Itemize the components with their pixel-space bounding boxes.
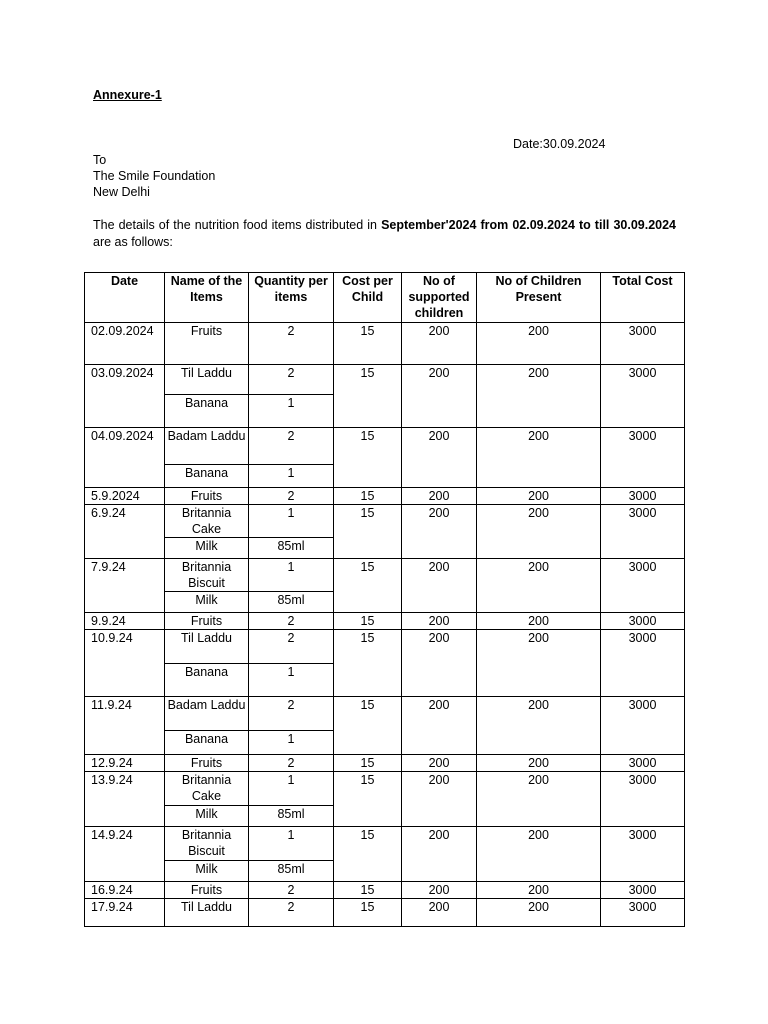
- intro-text-start: The details of the nutrition food items distributed in: [93, 218, 382, 232]
- cell-supported-children: 200: [402, 899, 477, 927]
- cell-total-cost: 3000: [601, 365, 685, 428]
- cell-total-cost: 3000: [601, 488, 685, 505]
- cell-quantity: 2: [249, 755, 334, 772]
- cell-date: 9.9.24: [85, 613, 165, 630]
- cell-cost-per-child: 15: [334, 697, 402, 755]
- cell-cost-per-child: 15: [334, 323, 402, 365]
- cell-item-name: Fruits: [165, 755, 249, 772]
- cell-cost-per-child: 15: [334, 899, 402, 927]
- cell-children-present: 200: [477, 827, 601, 882]
- table-row: [85, 630, 685, 664]
- cell-quantity: 2: [249, 428, 334, 465]
- header-total-cost: Total Cost: [601, 273, 685, 323]
- cell-date: 11.9.24: [85, 697, 165, 755]
- header-item-name: Name of the Items: [165, 273, 249, 323]
- cell-item-name: Britannia Cake: [165, 505, 249, 538]
- cell-date: 7.9.24: [85, 559, 165, 613]
- cell-supported-children: 200: [402, 505, 477, 559]
- table-body: [85, 323, 685, 927]
- document-date: Date:30.09.2024: [513, 137, 606, 151]
- table-row: [85, 323, 685, 365]
- cell-total-cost: 3000: [601, 559, 685, 613]
- cell-total-cost: 3000: [601, 755, 685, 772]
- cell-quantity: 2: [249, 630, 334, 664]
- cell-quantity: 1: [249, 505, 334, 538]
- cell-children-present: 200: [477, 755, 601, 772]
- cell-quantity: 2: [249, 488, 334, 505]
- cell-supported-children: 200: [402, 428, 477, 488]
- cell-total-cost: 3000: [601, 613, 685, 630]
- cell-item-name: Til Laddu: [165, 899, 249, 927]
- address-to: To: [93, 153, 107, 167]
- header-children-present: No of Children Present: [477, 273, 601, 323]
- table-row: [85, 882, 685, 899]
- cell-date: 6.9.24: [85, 505, 165, 559]
- cell-item-name: Britannia Biscuit: [165, 827, 249, 861]
- table-row: [85, 428, 685, 465]
- cell-children-present: 200: [477, 488, 601, 505]
- cell-total-cost: 3000: [601, 697, 685, 755]
- cell-supported-children: 200: [402, 755, 477, 772]
- table-row: [85, 772, 685, 806]
- cell-item-name: Banana: [165, 731, 249, 755]
- nutrition-distribution-table: [84, 272, 685, 927]
- cell-item-name: Badam Laddu: [165, 697, 249, 731]
- cell-supported-children: 200: [402, 630, 477, 697]
- cell-quantity: 85ml: [249, 592, 334, 613]
- cell-quantity: 1: [249, 395, 334, 428]
- table-row: [85, 365, 685, 395]
- cell-children-present: 200: [477, 505, 601, 559]
- cell-cost-per-child: 15: [334, 755, 402, 772]
- cell-total-cost: 3000: [601, 882, 685, 899]
- cell-cost-per-child: 15: [334, 772, 402, 827]
- cell-item-name: Badam Laddu: [165, 428, 249, 465]
- cell-cost-per-child: 15: [334, 428, 402, 488]
- cell-total-cost: 3000: [601, 505, 685, 559]
- cell-quantity: 1: [249, 465, 334, 488]
- cell-item-name: Milk: [165, 538, 249, 559]
- cell-supported-children: 200: [402, 365, 477, 428]
- cell-supported-children: 200: [402, 613, 477, 630]
- cell-cost-per-child: 15: [334, 505, 402, 559]
- cell-quantity: 1: [249, 772, 334, 806]
- cell-supported-children: 200: [402, 488, 477, 505]
- cell-children-present: 200: [477, 772, 601, 827]
- cell-date: 02.09.2024: [85, 323, 165, 365]
- cell-children-present: 200: [477, 882, 601, 899]
- cell-date: 04.09.2024: [85, 428, 165, 488]
- table-row: [85, 697, 685, 731]
- cell-supported-children: 200: [402, 827, 477, 882]
- cell-date: 14.9.24: [85, 827, 165, 882]
- cell-item-name: Britannia Biscuit: [165, 559, 249, 592]
- cell-supported-children: 200: [402, 772, 477, 827]
- cell-quantity: 1: [249, 664, 334, 697]
- cell-quantity: 2: [249, 323, 334, 365]
- annexure-title: Annexure-1: [93, 88, 162, 102]
- cell-date: 16.9.24: [85, 882, 165, 899]
- cell-quantity: 85ml: [249, 861, 334, 882]
- cell-quantity: 1: [249, 559, 334, 592]
- cell-quantity: 1: [249, 731, 334, 755]
- cell-item-name: Banana: [165, 664, 249, 697]
- cell-date: 13.9.24: [85, 772, 165, 827]
- cell-item-name: Banana: [165, 465, 249, 488]
- cell-children-present: 200: [477, 613, 601, 630]
- table-row: [85, 613, 685, 630]
- cell-cost-per-child: 15: [334, 882, 402, 899]
- cell-quantity: 2: [249, 697, 334, 731]
- cell-total-cost: 3000: [601, 899, 685, 927]
- intro-paragraph: [93, 217, 676, 251]
- cell-quantity: 85ml: [249, 538, 334, 559]
- cell-children-present: 200: [477, 365, 601, 428]
- table-row: [85, 755, 685, 772]
- table-row: [85, 488, 685, 505]
- cell-children-present: 200: [477, 697, 601, 755]
- cell-item-name: Til Laddu: [165, 365, 249, 395]
- cell-children-present: 200: [477, 899, 601, 927]
- cell-item-name: Fruits: [165, 488, 249, 505]
- cell-item-name: Milk: [165, 806, 249, 827]
- table-row: [85, 559, 685, 592]
- cell-children-present: 200: [477, 323, 601, 365]
- cell-cost-per-child: 15: [334, 630, 402, 697]
- cell-total-cost: 3000: [601, 772, 685, 827]
- cell-date: 12.9.24: [85, 755, 165, 772]
- cell-children-present: 200: [477, 559, 601, 613]
- cell-item-name: Fruits: [165, 882, 249, 899]
- table-row: [85, 899, 685, 927]
- cell-date: 17.9.24: [85, 899, 165, 927]
- cell-supported-children: 200: [402, 697, 477, 755]
- cell-supported-children: 200: [402, 559, 477, 613]
- header-cost-per-child: Cost per Child: [334, 273, 402, 323]
- cell-item-name: Banana: [165, 395, 249, 428]
- table-row: [85, 827, 685, 861]
- cell-cost-per-child: 15: [334, 559, 402, 613]
- cell-children-present: 200: [477, 428, 601, 488]
- cell-supported-children: 200: [402, 323, 477, 365]
- cell-quantity: 85ml: [249, 806, 334, 827]
- header-supported-children: No of supported children: [402, 273, 477, 323]
- cell-cost-per-child: 15: [334, 613, 402, 630]
- cell-item-name: Britannia Cake: [165, 772, 249, 806]
- address-city: New Delhi: [93, 185, 150, 199]
- cell-date: 10.9.24: [85, 630, 165, 697]
- cell-quantity: 1: [249, 827, 334, 861]
- intro-text-end: are as follows:: [93, 235, 173, 249]
- cell-item-name: Fruits: [165, 323, 249, 365]
- header-date: Date: [85, 273, 165, 323]
- cell-date: 5.9.2024: [85, 488, 165, 505]
- cell-item-name: Milk: [165, 592, 249, 613]
- cell-item-name: Milk: [165, 861, 249, 882]
- address-organization: The Smile Foundation: [93, 169, 216, 183]
- cell-date: 03.09.2024: [85, 365, 165, 428]
- cell-children-present: 200: [477, 630, 601, 697]
- cell-cost-per-child: 15: [334, 365, 402, 428]
- intro-period-bold: September'2024 from 02.09.2024 to till 30.09.2024: [381, 218, 677, 232]
- cell-total-cost: 3000: [601, 428, 685, 488]
- header-quantity: Quantity per items: [249, 273, 334, 323]
- cell-item-name: Til Laddu: [165, 630, 249, 664]
- cell-quantity: 2: [249, 899, 334, 927]
- cell-cost-per-child: 15: [334, 488, 402, 505]
- cell-quantity: 2: [249, 365, 334, 395]
- cell-cost-per-child: 15: [334, 827, 402, 882]
- cell-total-cost: 3000: [601, 323, 685, 365]
- cell-total-cost: 3000: [601, 827, 685, 882]
- cell-quantity: 2: [249, 882, 334, 899]
- cell-total-cost: 3000: [601, 630, 685, 697]
- cell-item-name: Fruits: [165, 613, 249, 630]
- table-row: [85, 505, 685, 538]
- cell-quantity: 2: [249, 613, 334, 630]
- cell-supported-children: 200: [402, 882, 477, 899]
